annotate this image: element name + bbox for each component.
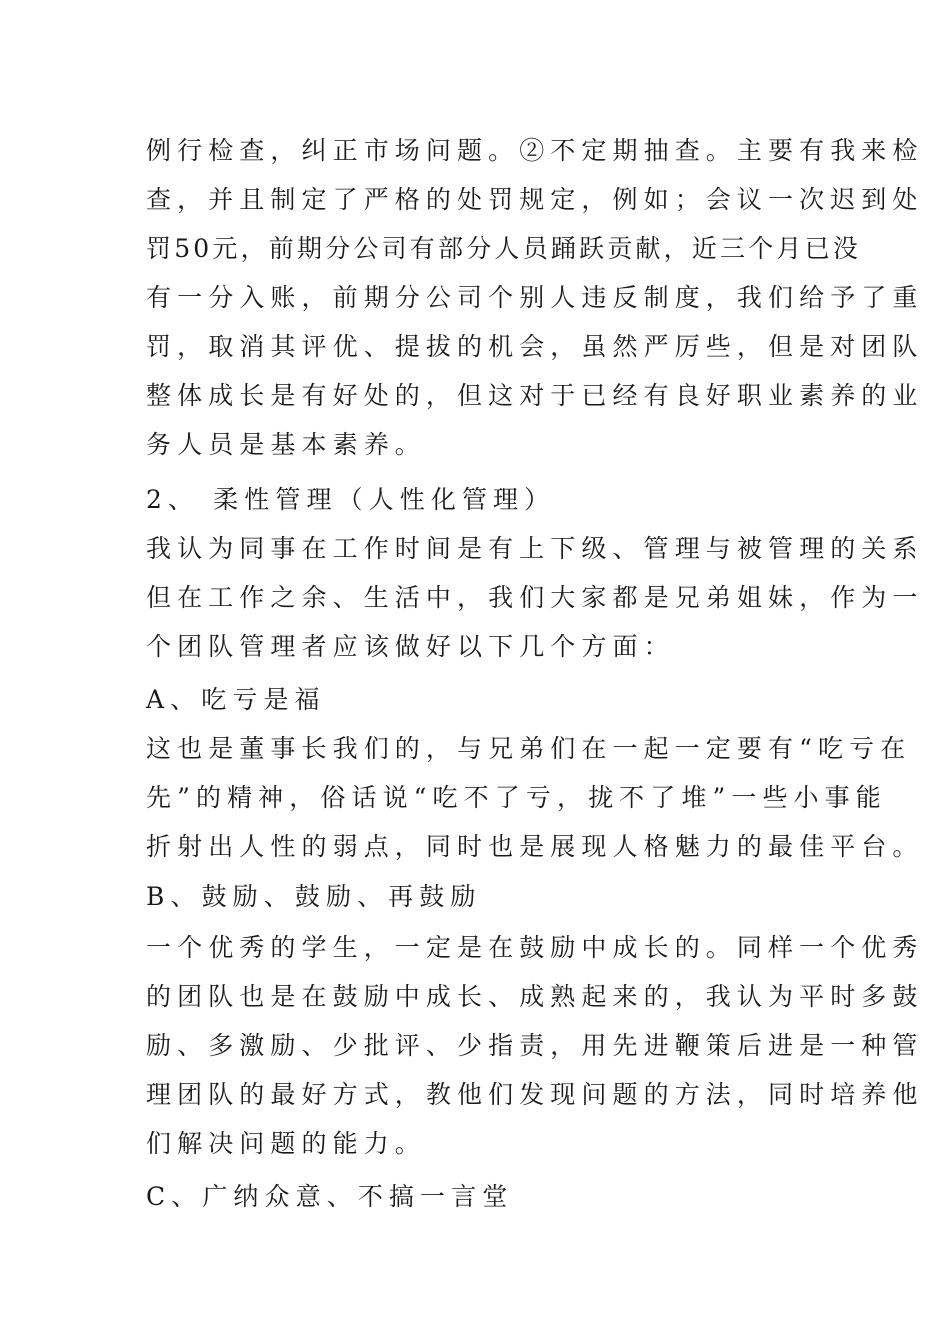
text-line: 查，并且制定了严格的处罚规定，例如；会议一次迟到处	[146, 185, 924, 214]
text-line: 例行检查，纠正市场问题。②不定期抽查。主要有我来检	[146, 136, 924, 165]
text-line: 的团队也是在鼓励中成长、成熟起来的，我认为平时多鼓	[146, 982, 924, 1011]
text-line: 务人员是基本素养。	[146, 430, 426, 459]
text-line: 们解决问题的能力。	[146, 1129, 426, 1158]
text-line: 理团队的最好方式，教他们发现问题的方法，同时培养他	[146, 1080, 924, 1109]
subsection-heading: C、广纳众意、不搞一言堂	[146, 1182, 514, 1211]
subsection-heading: B、鼓励、鼓励、再鼓励	[146, 882, 482, 911]
text-line: 这也是董事长我们的，与兄弟们在一起一定要有“吃亏在	[146, 734, 912, 763]
subsection-heading: A、吃亏是福	[146, 685, 326, 714]
text-line: 一个优秀的学生，一定是在鼓励中成长的。同样一个优秀	[146, 933, 924, 962]
text-line: 整体成长是有好处的，但这对于已经有良好职业素养的业	[146, 381, 924, 410]
text-line: 但在工作之余、生活中，我们大家都是兄弟姐妹，作为一	[146, 583, 924, 612]
text-line: 罚50元，前期分公司有部分人员踊跃贡献，近三个月已没	[146, 234, 862, 263]
text-line: 折射出人性的弱点，同时也是展现人格魅力的最佳平台。	[146, 832, 924, 861]
section-heading: 2、 柔性管理（人性化管理）	[146, 485, 556, 514]
text-line: 罚，取消其评优、提拔的机会，虽然严厉些，但是对团队	[146, 332, 924, 361]
text-line: 有一分入账，前期分公司个别人违反制度，我们给予了重	[146, 283, 924, 312]
text-line: 励、多激励、少批评、少指责，用先进鞭策后进是一种管	[146, 1031, 924, 1060]
text-line: 我认为同事在工作时间是有上下级、管理与被管理的关系	[146, 534, 924, 563]
text-line: 先”的精神，俗话说“吃不了亏，拢不了堆”一些小事能	[146, 783, 887, 812]
text-line: 个团队管理者应该做好以下几个方面：	[146, 632, 675, 661]
